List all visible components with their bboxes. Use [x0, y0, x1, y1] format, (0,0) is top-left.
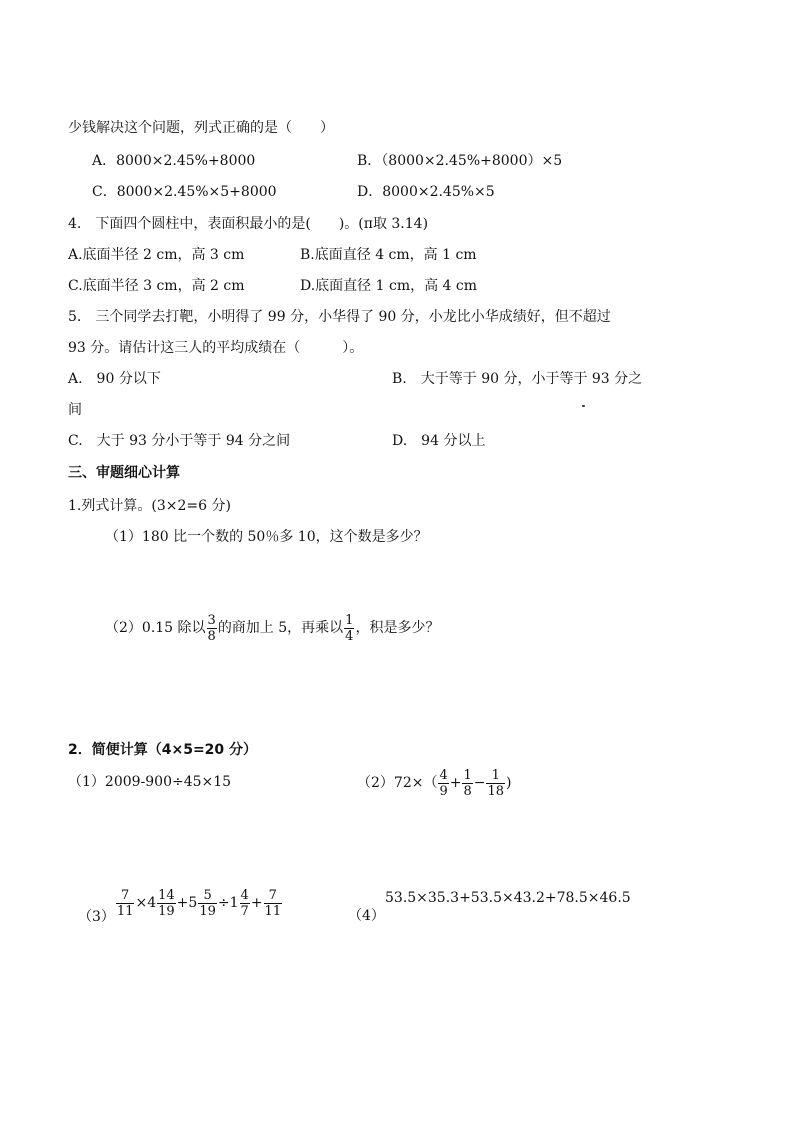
q3-option-a: A．8000×2.45%+8000: [92, 153, 256, 169]
fraction-seven-elevenths: $\frac{7}{11}$: [116, 887, 134, 919]
q5-option-c: C. 大于 93 分小于等于 94 分之间: [68, 433, 291, 449]
part2-item1: （1）2009-900÷45×15: [68, 774, 232, 790]
fraction-one-eighteenth: $\frac{1}{18}$: [487, 767, 505, 799]
fraction-five-nineteenths: $\frac{5}{19}$: [199, 887, 216, 919]
part1-item2: [105, 610, 439, 646]
scan-speck: [582, 405, 585, 407]
fraction-fourteen-nineteenths: $\frac{14}{19}$: [158, 887, 175, 919]
q4-option-d: D.底面直径 1 cm，高 4 cm: [300, 278, 478, 294]
fraction-four-ninths: $\frac{4}{9}$: [439, 767, 448, 799]
q5-option-a: A. 90 分以下: [68, 371, 161, 387]
q5-stem-line2: 93 分。请估计这三人的平均成绩在（ ）。: [68, 340, 364, 356]
q3-stem: 少钱解决这个问题，列式正确的是（ ）: [68, 120, 334, 136]
q4-option-b: B.底面直径 4 cm，高 1 cm: [300, 247, 477, 263]
fraction-four-sevenths: $\frac{4}{7}$: [240, 887, 249, 919]
part1-item2-mid: 的商加上 5，再乘以: [217, 620, 344, 636]
q4-option-a: A.底面半径 2 cm，高 3 cm: [68, 247, 245, 263]
fraction-seven-elevenths-2: $\frac{7}{11}$: [264, 887, 282, 919]
part1-item2-prefix: （2）0.15 除以: [105, 620, 206, 636]
part2-item2: （2）72×（ $\frac{4}{9}$ + $\frac{1}{8}$ − $\frac{1}{18}$ ): [357, 767, 512, 799]
part2-title: 2．简便计算（4×5=20 分）: [68, 742, 258, 758]
part2-item3-label: （3）: [78, 909, 115, 925]
q5-option-d: D. 94 分以上: [392, 433, 486, 449]
part1-title: 1.列式计算。(3×2=6 分): [68, 498, 231, 514]
q5-option-b-wrap: 间: [68, 402, 82, 418]
fraction-one-eighth: $\frac{1}{8}$: [463, 767, 472, 799]
part1-item2-suffix: ，积是多少？: [355, 620, 440, 636]
q5-stem-line1: 5. 三个同学去打靶，小明得了 99 分，小华得了 90 分，小龙比小华成绩好，但不超过: [68, 309, 611, 325]
q3-option-b: B．（8000×2.45%+8000）×5: [357, 153, 563, 169]
q3-option-c: C．8000×2.45%×5+8000: [92, 184, 277, 200]
q4-option-c: C.底面半径 3 cm，高 2 cm: [68, 278, 245, 294]
fraction-three-eighths: $\frac{3}{8}$: [207, 612, 216, 644]
part2-item4-expr: 53.5×35.3+53.5×43.2+78.5×46.5: [385, 890, 631, 906]
part1-item1: （1）180 比一个数的 50％多 10，这个数是多少？: [105, 529, 428, 545]
part2-item3: （3） $\frac{7}{11}$ ×4 $\frac{14}{19}$ +5 $\frac{5}{19}$ ÷1 $\frac{4}{7}$ + $\frac{7}{11}$: [78, 887, 282, 925]
q3-option-d: D．8000×2.45%×5: [357, 184, 495, 200]
q5-option-b: B. 大于等于 90 分，小于等于 93 分之: [392, 371, 643, 387]
q4-stem: 4. 下面四个圆柱中，表面积最小的是( )。(π取 3.14): [68, 216, 429, 232]
part2-item4-label: （4）: [348, 908, 385, 924]
section3-title: 三、审题细心计算: [68, 465, 180, 481]
fraction-one-quarter: $\frac{1}{4}$: [345, 612, 354, 644]
